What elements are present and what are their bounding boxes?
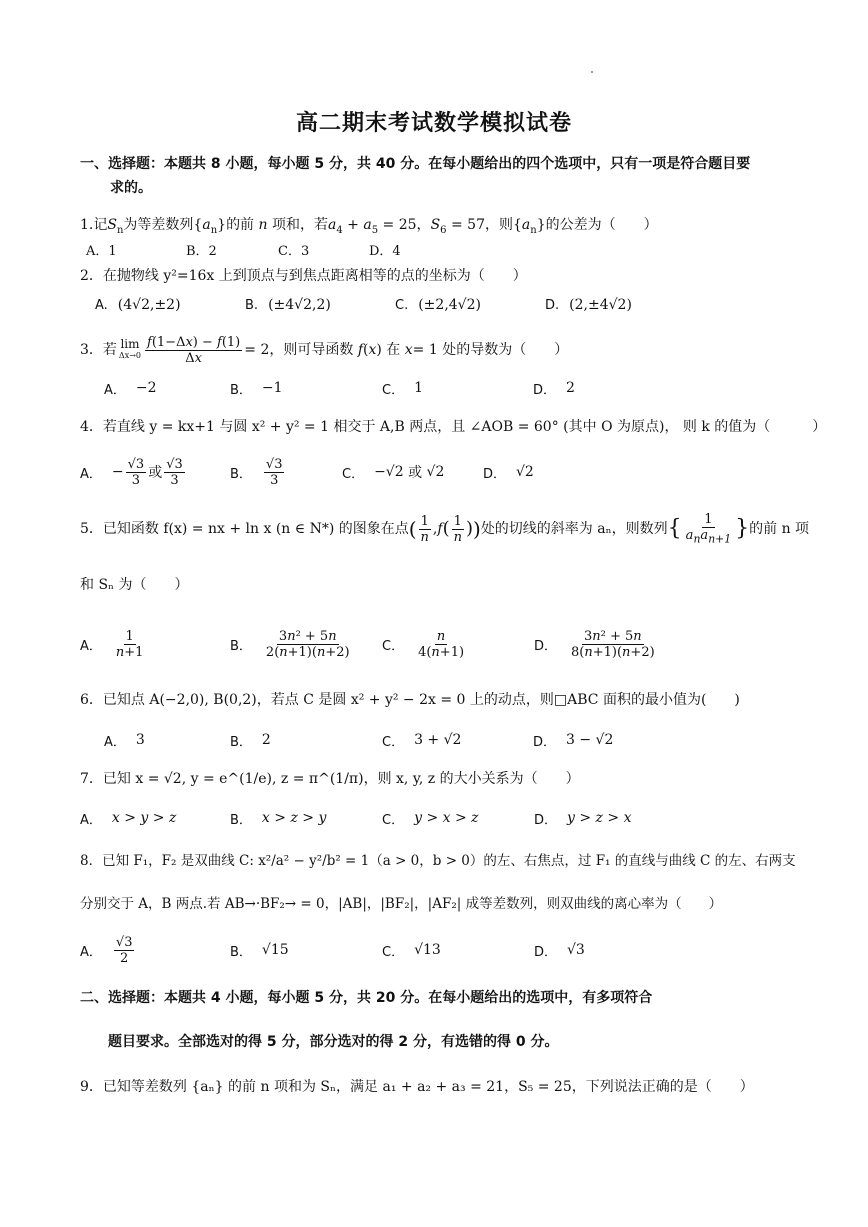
section-2-heading-line1: 二、选择题：本题共 4 小题，每小题 5 分，共 20 分。在每小题给出的选项中，有多项符合 xyxy=(80,990,653,1006)
question-5-options xyxy=(80,624,800,664)
question-7: 7．已知 x = √2, y = e^(1/e), z = π^(1/π)，则 x, y, z 的大小关系为（ ） xyxy=(80,771,580,787)
q4-option-d[interactable]: D． √2 xyxy=(483,464,534,482)
exam-title: 高二期末考试数学模拟试卷 xyxy=(295,111,572,136)
q1-option-c[interactable]: C．3 xyxy=(278,244,310,259)
question-4: 4．若直线 y = kx+1 与圆 x² + y² = 1 相交于 A,B 两点，且 ∠AOB = 60° (其中 O 为原点)， 则 k 的值为（ ） xyxy=(80,419,827,435)
q2-option-c[interactable]: C. (±2,4√2) xyxy=(395,297,481,313)
q4-option-b[interactable]: B． $\frac{√3}{3}$ xyxy=(230,456,283,488)
question-2: 2．在抛物线 y²=16x 上到顶点与到焦点距离相等的点的坐标为（ ） xyxy=(80,268,527,284)
q5-option-d[interactable]: D． $\frac{\text{3n² + 5n}}{8(n+1)(n+2)}$ xyxy=(534,628,655,660)
q7-option-b[interactable]: B． x > z > y xyxy=(230,810,327,828)
section-1-heading: 一、选择题：本题共 8 小题，每小题 5 分，共 40 分。在每小题给出的四个选项中，只有一项是符合题目要 求的。 xyxy=(80,156,751,196)
q4-option-c[interactable]: C． −√2 或 √2 xyxy=(342,464,445,482)
q1-option-b[interactable]: B．2 xyxy=(186,244,217,259)
question-8-options xyxy=(80,930,800,970)
question-8-line2: 分别交于 A，B 两点.若 AB→·BF₂→ = 0，|AB|，|BF₂|，|AF₂| 成等差数列，则双曲线的离心率为（ ） xyxy=(80,896,723,912)
q8-option-a[interactable]: A． $\frac{√3}{2}$ xyxy=(80,934,133,966)
q6-option-c[interactable]: C． 3 + √2 xyxy=(382,732,462,750)
q8-option-c[interactable]: C． √13 xyxy=(382,942,441,960)
question-1: 1.记$S_n$为等差数列$\{a_n\}$的前 n 项和，若$a_4 + a_5 = 25$，$S_6 = 57$，则$\{a_n\}$的公差为（ ） xyxy=(80,217,658,236)
q8-option-b[interactable]: B． √15 xyxy=(230,942,289,960)
q3-option-a[interactable]: A． −2 xyxy=(104,380,157,398)
q3-option-c[interactable]: C． 1 xyxy=(382,380,423,398)
q5-option-a[interactable]: A． $\frac{1}{n+1}$ xyxy=(80,628,144,660)
question-2-options xyxy=(95,285,815,325)
q7-option-d[interactable]: D． y > z > x xyxy=(534,810,632,828)
scan-dot xyxy=(591,71,593,73)
q4-option-a[interactable]: A． − $\frac{√3}{3}$ 或 $\frac{√3}{3}$ xyxy=(80,456,183,488)
q7-option-a[interactable]: A． x > y > z xyxy=(80,810,177,828)
question-7-options xyxy=(80,798,800,838)
q2-option-a[interactable]: A. (4√2,±2) xyxy=(95,297,181,313)
section-2-heading-line2: 题目要求。全部选对的得 5 分，部分选对的得 2 分，有选错的得 0 分。 xyxy=(108,1034,559,1050)
q5-option-b[interactable]: B． $\frac{\text{3n² + 5n}}{2(n+1)(n+2)}$ xyxy=(230,628,350,660)
q1-option-a[interactable]: A．1 xyxy=(86,244,117,259)
question-9: 9．已知等差数列 {aₙ} 的前 n 项和为 Sₙ，满足 a₁ + a₂ + a₃ = 21，S₅ = 25，下列说法正确的是（ ） xyxy=(80,1079,754,1095)
q2-option-d[interactable]: D. (2,±4√2) xyxy=(545,297,632,313)
q3-option-d[interactable]: D． 2 xyxy=(533,380,575,398)
question-6: 6．已知点 A(−2,0), B(0,2)，若点 C 是圆 x² + y² − 2x = 0 上的动点，则□ABC 面积的最小值为( ) xyxy=(80,692,740,708)
q6-option-b[interactable]: B． 2 xyxy=(230,732,271,750)
q7-option-c[interactable]: C． y > x > z xyxy=(382,810,479,828)
question-8: 8．已知 F₁，F₂ 是双曲线 C: x²/a² − y²/b² = 1（a > 0，b > 0）的左、右焦点，过 F₁ 的直线与曲线 C 的左、右两支 xyxy=(80,853,796,869)
question-5-line2: 和 Sₙ 为（ ） xyxy=(80,577,189,593)
question-4-options xyxy=(80,452,800,492)
question-5: 5．已知函数 f(x) = nx + ln x (n ∈ N*) 的图象在点 ( $\frac{1}{n}$ , f ( $\frac{1}{n}$ ) ) 处的切线的斜率为 aₙ，则数列 { $\frac{1}{a_na_{n+1}}$ } 的前 n 项 xyxy=(80,511,810,546)
q6-option-d[interactable]: D． 3 − √2 xyxy=(533,732,614,750)
q2-option-b[interactable]: B. (±4√2,2) xyxy=(245,297,331,313)
question-6-options xyxy=(104,720,824,760)
q6-option-a[interactable]: A． 3 xyxy=(104,732,145,750)
q3-option-b[interactable]: B． −1 xyxy=(230,380,283,398)
q8-option-d[interactable]: D． √3 xyxy=(534,942,585,960)
q5-option-c[interactable]: C． $\frac{n}{4(n+1)}$ xyxy=(382,628,465,660)
q1-option-d[interactable]: D．4 xyxy=(369,244,401,259)
question-3-options xyxy=(104,368,824,408)
question-3: 3．若 lim Δx→0 $\frac{f(1-\Delta x) - f(1)}{\Delta x}$ = 2，则可导函数 f ( x ) 在 x = 1 处的导数为（ ） xyxy=(80,334,569,366)
